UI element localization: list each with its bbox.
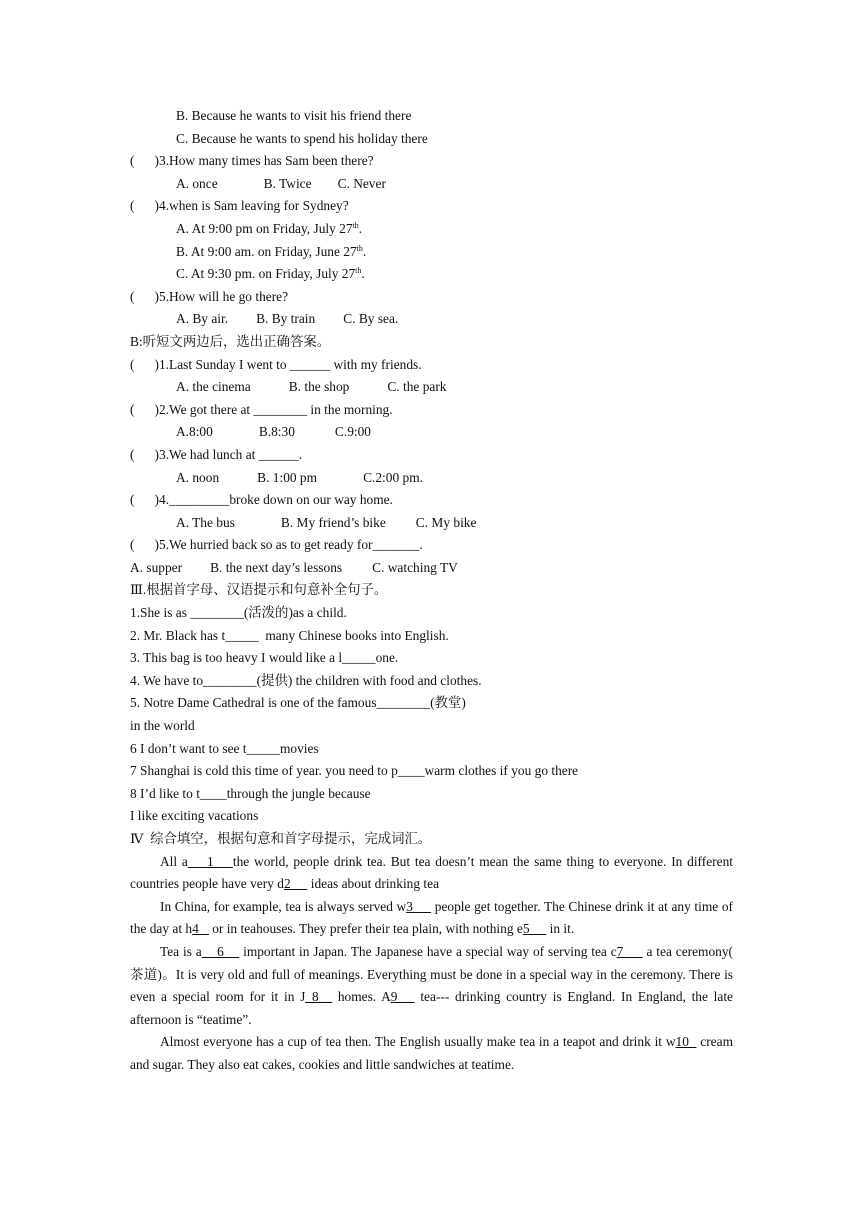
option: C.9:00 (334, 424, 372, 440)
cloze-paragraph (130, 941, 733, 1031)
paragraph-text: In China, for example, tea is always served w (160, 898, 407, 914)
blank: 1 (187, 853, 233, 869)
section-heading: Ⅳ 综合填空，根据句意和首字母提示，完成词汇。 (130, 831, 432, 846)
option-line (130, 263, 733, 286)
option-text: C. At 9:30 pm. on Friday, July 27 (176, 266, 356, 282)
option-end: . (361, 266, 365, 282)
option-text: B. At 9:00 am. on Friday, June 27 (176, 243, 357, 259)
options-row (130, 557, 733, 580)
question-text: 4._________broke down on our way home. (159, 492, 393, 508)
worksheet-content (130, 105, 733, 1077)
blank: 9 (390, 989, 415, 1005)
option-line (130, 241, 733, 264)
superscript: th (352, 220, 359, 230)
blank: 6 (201, 943, 240, 959)
question-text: 3.We had lunch at ______. (159, 446, 303, 462)
option-line: C. Because he wants to spend his holiday there (176, 130, 428, 146)
fill-in-item: 6 I don’t want to see t_____movies (130, 740, 319, 756)
superscript: th (355, 266, 362, 276)
paragraph-text: important in Japan. The Japanese have a special way of serving tea c (239, 943, 617, 959)
fill-in-item: 8 I’d like to t____through the jungle because (130, 785, 371, 801)
fill-in-item: 2. Mr. Black has t_____ many Chinese books into English. (130, 627, 449, 643)
option: B. 1:00 pm (257, 469, 318, 485)
paragraph-text: cream and sugar. They also eat cakes, cookies and little sandwiches at teatime. (130, 1034, 733, 1072)
question-line (130, 195, 733, 218)
option: A. By air. (176, 311, 229, 327)
fill-in-item: 3. This bag is too heavy I would like a l_____one. (130, 650, 399, 666)
answer-bracket: ( ) (130, 288, 160, 304)
question-line (130, 534, 733, 557)
question-text: 5.How will he go there? (159, 288, 289, 304)
paragraph-text: tea--- drinking country is England. In England, the late afternoon is “teatime”. (130, 989, 733, 1027)
section-heading: B:听短文两边后，选出正确答案。 (130, 333, 331, 349)
answer-bracket: ( ) (130, 446, 160, 462)
option: C. the park (387, 379, 447, 395)
question-text: 3.How many times has Sam been there? (159, 153, 374, 169)
answer-bracket: ( ) (130, 198, 160, 214)
paragraph-text: the world, people drink tea. But tea doesn’t mean the same thing to everyone. In different countries people have very d (130, 853, 733, 892)
option: C.2:00 pm. (363, 469, 423, 485)
options-row (130, 173, 733, 196)
option-end: . (362, 243, 367, 259)
cloze-paragraph (130, 851, 733, 896)
paragraph-text: or in teahouses. They prefer their tea plain, with nothing e (208, 921, 523, 937)
option: B. My friend’s bike (280, 514, 386, 530)
blank: 5 (522, 921, 547, 937)
option: A.8:00 (176, 424, 213, 440)
option: B. Twice (263, 175, 312, 191)
options-row (130, 467, 733, 490)
question-text: 2.We got there at ________ in the morning. (159, 401, 393, 417)
paragraph-text: All a (160, 853, 188, 869)
option: A. The bus (176, 514, 235, 530)
option: A. once (176, 175, 218, 191)
question-line (130, 150, 733, 173)
option-line: B. Because he wants to visit his friend there (176, 108, 412, 123)
question-line (130, 286, 733, 309)
option: B.8:30 (258, 424, 295, 440)
fill-in-item: 7 Shanghai is cold this time of year. you need to p____warm clothes if you go there (130, 763, 579, 779)
paragraph-text: Almost everyone has a cup of tea then. The English usually make tea in a teapot and drink it w (160, 1034, 676, 1050)
answer-bracket: ( ) (130, 492, 160, 508)
paragraph-text: ideas about drinking tea (307, 876, 440, 892)
options-row (130, 376, 733, 399)
blank: 10 (675, 1034, 697, 1050)
blank: 7 (616, 943, 643, 959)
paragraph-text: homes. A (332, 989, 391, 1005)
option: A. noon (176, 469, 220, 485)
fill-in-item: in the world (130, 718, 195, 734)
superscript: th (356, 243, 363, 253)
question-line (130, 354, 733, 377)
option: C. By sea. (343, 311, 399, 327)
option: B. the shop (288, 379, 350, 395)
paragraph-text: people get together. The Chinese drink it at any time of the day at h (130, 898, 733, 937)
fill-in-item: 1.She is as ________(活泼的)as a child. (130, 605, 347, 621)
blank: 4 (192, 921, 209, 937)
option: C. My bike (415, 514, 477, 530)
cloze-paragraph (130, 896, 733, 941)
option-line (130, 218, 733, 241)
option: C. watching TV (372, 559, 458, 575)
question-text: 5.We hurried back so as to get ready for_______. (159, 537, 423, 553)
answer-bracket: ( ) (130, 356, 160, 372)
fill-in-item: I like exciting vacations (130, 808, 259, 824)
option: C. Never (337, 175, 386, 191)
question-line (130, 444, 733, 467)
options-row (130, 421, 733, 444)
answer-bracket: ( ) (130, 153, 160, 169)
question-line (130, 489, 733, 512)
options-row (130, 512, 733, 535)
option: A. the cinema (176, 379, 251, 395)
fill-in-item: 4. We have to________(提供) the children with food and clothes. (130, 672, 482, 688)
fill-in-item: 5. Notre Dame Cathedral is one of the famous________(教堂) (130, 695, 466, 711)
option: A. supper (130, 559, 183, 575)
cloze-paragraph (130, 1031, 733, 1076)
question-text: 1.Last Sunday I went to ______ with my friends. (159, 356, 422, 372)
answer-bracket: ( ) (130, 401, 160, 417)
answer-bracket: ( ) (130, 537, 160, 553)
question-text: 4.when is Sam leaving for Sydney? (159, 198, 349, 214)
option-end: . (358, 220, 363, 236)
blank: _8__ (305, 989, 333, 1005)
question-line (130, 399, 733, 422)
paragraph-text: a tea ceremony( 茶道)。It is very old and full of meanings. Everything must be done in a special way in the ceremony. There is even a special room for it in J (130, 943, 734, 1005)
paragraph-text: Tea is a (160, 943, 202, 959)
option: B. By train (256, 311, 316, 327)
options-row (130, 308, 733, 331)
blank: 2 (283, 876, 308, 892)
paragraph-text: in it. (546, 921, 575, 937)
section-heading: Ⅲ.根据首字母、汉语提示和句意补全句子。 (130, 582, 388, 598)
option: B. the next day’s lessons (210, 559, 343, 575)
blank: 3 (406, 898, 432, 914)
option-text: A. At 9:00 pm on Friday, July 27 (176, 220, 353, 236)
